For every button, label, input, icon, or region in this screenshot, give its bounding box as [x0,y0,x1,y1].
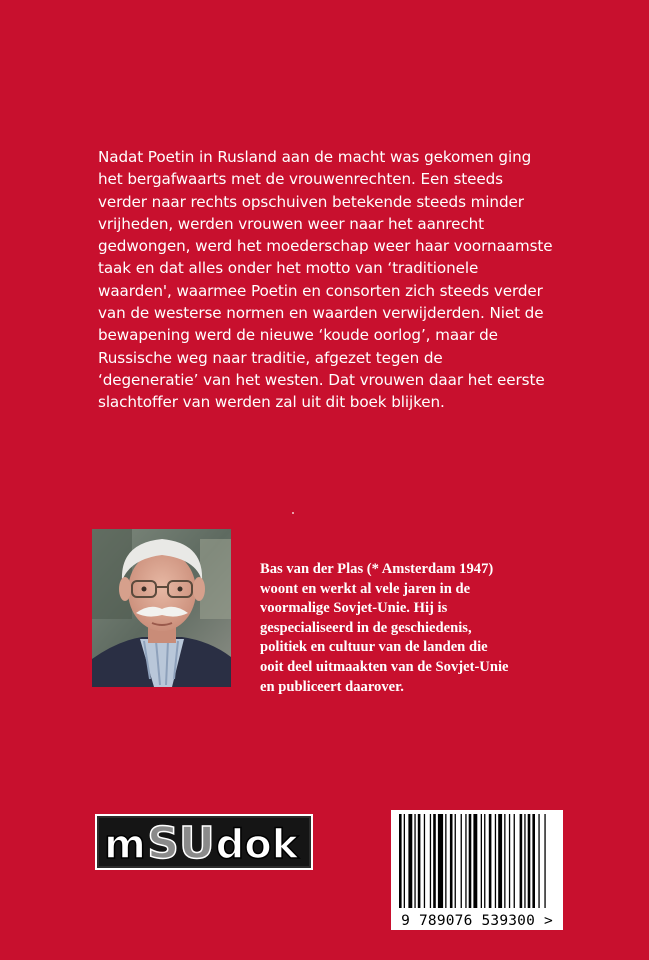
barcode-bar [465,814,466,908]
barcode-bar [414,814,415,908]
barcode-bar [509,814,510,908]
barcode-bar [461,814,462,908]
barcode-bar [424,814,425,908]
barcode-bar [399,814,402,908]
blurb-line: Nadat Poetin in Rusland aan de macht was gekomen ging [98,148,532,166]
barcode-bar [469,814,472,908]
decorative-dot [292,512,294,514]
isbn-barcode [391,810,563,930]
author-portrait-illustration [92,529,231,687]
blurb-line: gedwongen, werd het moederschap weer haar voornaamste [98,237,553,256]
barcode-bar [524,814,525,908]
barcode-bar [484,814,485,908]
barcode-bar [455,814,456,908]
bio-line: woont en werkt al vele jaren in de [260,580,471,597]
publisher-logo [95,814,313,870]
barcode-bar [498,814,502,908]
bio-line: politiek en cultuur van de landen die [260,639,488,656]
barcode-bar [473,814,477,908]
barcode-bar [481,814,482,908]
barcode-bar [514,814,515,908]
blurb-line: slachtoffer van werden zal uit dit boek blijken. [98,393,445,412]
bio-line: voormalige Sovjet-Unie. Hij is [260,600,448,617]
barcode-bar [495,814,496,908]
barcode-bar [532,814,535,908]
barcode-bar [408,814,412,908]
blurb-line: waarden', waarmee Poetin en consorten zich steeds verder [98,281,543,300]
barcode-bar [445,814,446,908]
blurb-line: verder naar rechts opschuiven betekende steeds minder [98,192,524,211]
author-photo [92,529,231,687]
blurb-line: ‘degeneratie’ van het westen. Dat vrouwen daar het eerste [98,370,545,389]
bio-line: Bas van der Plas (* Amsterdam 1947) [260,561,494,577]
blurb-line: van de westerse normen en waarden verwijderden. Niet de [98,304,544,323]
barcode-bar [544,814,545,908]
logo-text-highlight: SU [147,818,215,869]
bio-line: gespecialiseerd in de geschiedenis, [260,619,472,636]
barcode-bar [528,814,531,908]
blurb-line: Russische weg naar traditie, afgezet tegen de [98,348,443,367]
author-bio [260,560,560,697]
barcode-bar [520,814,523,908]
blurb-line: het bergafwaarts met de vrouwenrechten. Een steeds [98,170,503,189]
barcode-bar [504,814,505,908]
back-cover-blurb [98,146,568,414]
barcode-bars [391,810,563,910]
barcode-bar [418,814,421,908]
barcode-bar [438,814,443,908]
isbn-digits: 9 789076 539300 > [401,913,553,929]
bio-line: ooit deel uitmaakten van de Sovjet-Unie [260,658,509,675]
blurb-line: vrijheden, werden vrouwen weer naar het aanrecht [98,214,484,233]
barcode-bar [450,814,453,908]
logo-text-prefix: m [104,822,146,868]
logo-text-suffix: dok [215,822,299,868]
barcode-bar [489,814,492,908]
blurb-line: taak en dat alles onder het motto van ‘traditionele [98,259,479,278]
barcode-bar [538,814,539,908]
barcode-bar [404,814,405,908]
barcode-bar [433,814,436,908]
bio-line: en publiceert daarover. [260,678,404,695]
blurb-line: bewapening werd de nieuwe ‘koude oorlog’, maar de [98,326,498,345]
barcode-bar [430,814,431,908]
